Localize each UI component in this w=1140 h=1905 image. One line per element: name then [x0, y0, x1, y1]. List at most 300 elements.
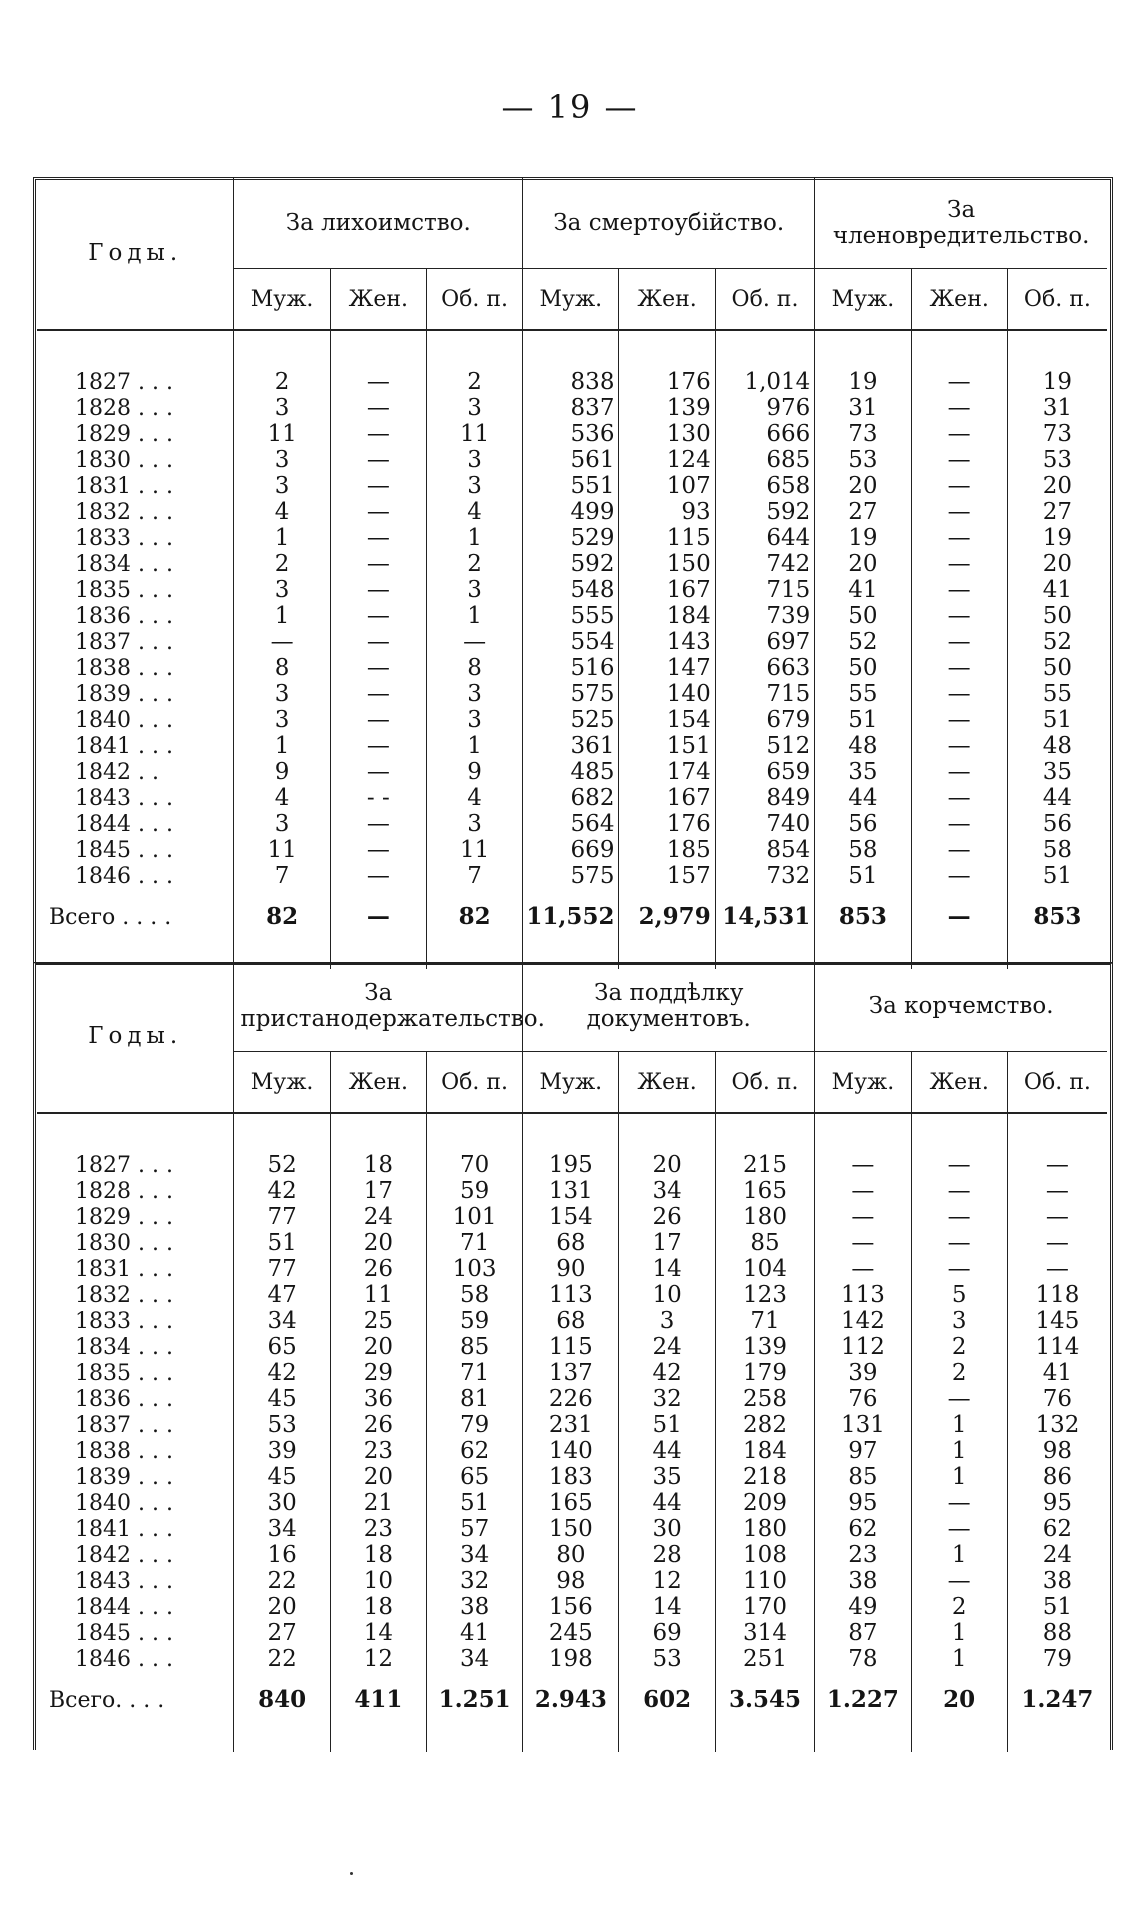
table-cell: 71: [715, 1308, 815, 1334]
sub-header: Муж.: [234, 1052, 330, 1114]
table-cell: 34: [426, 1646, 522, 1672]
table-cell: —: [1007, 1204, 1107, 1230]
table-cell: 53: [234, 1412, 330, 1438]
table-row: [37, 655, 1107, 681]
table-cell: 174: [619, 759, 715, 785]
total-cell: 1.227: [815, 1672, 911, 1728]
total-cell: 840: [234, 1672, 330, 1728]
table-cell: 20: [1007, 473, 1107, 499]
year-label: 1837 . . .: [75, 1412, 173, 1438]
table-cell: 19: [815, 369, 911, 395]
table-cell: 27: [1007, 499, 1107, 525]
group-header-illicit-liquor: За корчемство.: [815, 960, 1107, 1052]
table-row: [37, 1230, 1107, 1256]
table-cell: 115: [523, 1334, 619, 1360]
table-cell: 185: [619, 837, 715, 863]
table-row: [37, 395, 1107, 421]
sub-header: Муж.: [523, 1052, 619, 1114]
sub-header: Муж.: [815, 269, 911, 331]
table-row: [37, 1516, 1107, 1542]
year-label: 1838 . . .: [75, 1438, 173, 1464]
table-cell: —: [911, 811, 1007, 837]
table-cell: 11: [330, 1282, 426, 1308]
spacer-cell: [715, 330, 815, 369]
year-label: 1844 . . .: [75, 1594, 173, 1620]
table-row: [37, 369, 1107, 395]
group-header-forgery: За поддѣлку документовъ.: [523, 960, 815, 1052]
table-cell: 39: [815, 1360, 911, 1386]
year-label: 1842 . . .: [75, 1542, 173, 1568]
table-cell: —: [330, 837, 426, 863]
table-cell: 209: [715, 1490, 815, 1516]
table-cell: 142: [815, 1308, 911, 1334]
year-label: 1845 . . .: [75, 1620, 173, 1646]
total-cell: 82: [426, 889, 522, 945]
table-cell: 97: [815, 1438, 911, 1464]
table-cell: 245: [523, 1620, 619, 1646]
table-cell: 26: [330, 1256, 426, 1282]
table-cell: —: [911, 733, 1007, 759]
spacer-cell: [37, 330, 234, 369]
total-label: Всего . . . .: [49, 904, 172, 930]
table-cell: 22: [234, 1568, 330, 1594]
table-cell: 167: [619, 577, 715, 603]
table-cell: 4: [234, 785, 330, 811]
year-label: 1831 . . .: [75, 473, 173, 499]
spacer-cell: [523, 1113, 619, 1152]
sub-header: Жен.: [911, 269, 1007, 331]
table-cell: 1: [911, 1464, 1007, 1490]
table-cell: 2: [234, 369, 330, 395]
table-cell: 93: [619, 499, 715, 525]
table-cell: —: [815, 1178, 911, 1204]
table-cell: 27: [815, 499, 911, 525]
table-cell: 548: [523, 577, 619, 603]
table-cell: 98: [523, 1568, 619, 1594]
table-cell: 198: [523, 1646, 619, 1672]
table-cell: 85: [426, 1334, 522, 1360]
table-cell: 21: [330, 1490, 426, 1516]
table-row: [37, 707, 1107, 733]
table-cell: 79: [426, 1412, 522, 1438]
table-cell: 73: [1007, 421, 1107, 447]
total-cell: 602: [619, 1672, 715, 1728]
table-cell: 145: [1007, 1308, 1107, 1334]
table-cell: —: [911, 603, 1007, 629]
table-cell: 575: [523, 863, 619, 889]
table-cell: 2: [426, 369, 522, 395]
table-row: [37, 1646, 1107, 1672]
spacer-cell: [619, 1113, 715, 1152]
year-label: 1830 . . .: [75, 1230, 173, 1256]
year-label: 1829 . . .: [75, 421, 173, 447]
table-cell: 3: [426, 447, 522, 473]
spacer-cell: [234, 330, 330, 369]
table-cell: 151: [619, 733, 715, 759]
table-cell: 251: [715, 1646, 815, 1672]
spacer-cell: [523, 330, 619, 369]
table-cell: 143: [619, 629, 715, 655]
table-cell: —: [911, 1178, 1007, 1204]
spacer-cell: [619, 330, 715, 369]
table-cell: —: [911, 629, 1007, 655]
table-cell: 108: [715, 1542, 815, 1568]
table-row: [37, 603, 1107, 629]
table-cell: 215: [715, 1152, 815, 1178]
table-cell: 742: [715, 551, 815, 577]
table-cell: —: [234, 629, 330, 655]
table-cell: 23: [815, 1542, 911, 1568]
total-cell: 853: [815, 889, 911, 945]
table-row: [37, 1542, 1107, 1568]
table-row: [37, 1386, 1107, 1412]
table-cell: 58: [426, 1282, 522, 1308]
table-cell: 132: [1007, 1412, 1107, 1438]
table-cell: 113: [523, 1282, 619, 1308]
table-cell: 25: [330, 1308, 426, 1334]
tail-cell: [426, 1728, 522, 1752]
table-cell: —: [911, 1516, 1007, 1542]
sub-header: Жен.: [619, 1052, 715, 1114]
table-cell: 62: [426, 1438, 522, 1464]
table-cell: —: [911, 1204, 1007, 1230]
table-cell: 39: [234, 1438, 330, 1464]
table-cell: 258: [715, 1386, 815, 1412]
tail-cell: [911, 1728, 1007, 1752]
table-cell: 41: [815, 577, 911, 603]
spacer-cell: [37, 1113, 234, 1152]
tail-cell: [234, 1728, 330, 1752]
table-cell: 58: [815, 837, 911, 863]
tail-cell: [330, 1728, 426, 1752]
table-cell: 44: [619, 1438, 715, 1464]
sub-header: Об. п.: [1007, 1052, 1107, 1114]
table-row: [37, 863, 1107, 889]
table-cell: 2: [911, 1334, 1007, 1360]
table-cell: 18: [330, 1542, 426, 1568]
table-cell: 2: [911, 1594, 1007, 1620]
year-label: 1831 . . .: [75, 1256, 173, 1282]
table-cell: 554: [523, 629, 619, 655]
table-cell: —: [1007, 1256, 1107, 1282]
table-cell: 1: [911, 1438, 1007, 1464]
table-cell: 130: [619, 421, 715, 447]
table-cell: —: [911, 1568, 1007, 1594]
table-row: [37, 421, 1107, 447]
table-cell: —: [330, 759, 426, 785]
table-cell: 51: [1007, 1594, 1107, 1620]
table-cell: 17: [330, 1178, 426, 1204]
table-cell: 86: [1007, 1464, 1107, 1490]
table-row: [37, 1412, 1107, 1438]
table-cell: —: [330, 811, 426, 837]
table-row: [37, 1282, 1107, 1308]
spacer-cell: [330, 330, 426, 369]
crime-table-1: [37, 177, 1107, 969]
table-cell: 81: [426, 1386, 522, 1412]
total-cell: —: [911, 889, 1007, 945]
total-cell: 2.943: [523, 1672, 619, 1728]
table-cell: 231: [523, 1412, 619, 1438]
spacer-cell: [426, 330, 522, 369]
spacer-cell: [715, 1113, 815, 1152]
table-cell: 644: [715, 525, 815, 551]
table-cell: 525: [523, 707, 619, 733]
spacer-cell: [911, 330, 1007, 369]
year-label: 1843 . . .: [75, 1568, 173, 1594]
table-cell: 123: [715, 1282, 815, 1308]
table-cell: 20: [234, 1594, 330, 1620]
table-cell: 1: [234, 603, 330, 629]
table-cell: 71: [426, 1230, 522, 1256]
table-cell: 48: [1007, 733, 1107, 759]
table-row: [37, 1438, 1107, 1464]
tail-cell: [1007, 1728, 1107, 1752]
year-label: 1833 . . .: [75, 1308, 173, 1334]
table-cell: 732: [715, 863, 815, 889]
table-row: [37, 1256, 1107, 1282]
total-cell: 11,552: [523, 889, 619, 945]
group-header-bribery: За лихоимство.: [234, 177, 523, 269]
table-cell: 51: [426, 1490, 522, 1516]
table-cell: 50: [815, 655, 911, 681]
year-label: 1829 . . .: [75, 1204, 173, 1230]
table-cell: 51: [815, 863, 911, 889]
total-cell: —: [330, 889, 426, 945]
table-cell: 45: [234, 1386, 330, 1412]
year-column-header: Годы.: [37, 960, 234, 1113]
spacer-cell: [330, 1113, 426, 1152]
table-cell: 41: [426, 1620, 522, 1646]
table-cell: 11: [426, 421, 522, 447]
table-cell: 20: [330, 1230, 426, 1256]
table-cell: 50: [815, 603, 911, 629]
table-cell: —: [330, 577, 426, 603]
table-cell: 41: [1007, 1360, 1107, 1386]
table-cell: 38: [1007, 1568, 1107, 1594]
table-cell: 70: [426, 1152, 522, 1178]
table-cell: 154: [619, 707, 715, 733]
table-cell: —: [1007, 1152, 1107, 1178]
table-cell: 19: [815, 525, 911, 551]
year-label: 1836 . . .: [75, 1386, 173, 1412]
table-cell: —: [911, 551, 1007, 577]
tail-cell: [523, 1728, 619, 1752]
table-cell: 9: [234, 759, 330, 785]
year-label: 1833 . . .: [75, 525, 173, 551]
table-cell: 85: [715, 1230, 815, 1256]
table-cell: 529: [523, 525, 619, 551]
table-cell: 2: [234, 551, 330, 577]
table-cell: 44: [1007, 785, 1107, 811]
table-cell: 150: [619, 551, 715, 577]
table-cell: —: [911, 837, 1007, 863]
year-label: 1835 . . .: [75, 577, 173, 603]
table-cell: 682: [523, 785, 619, 811]
table-cell: 512: [715, 733, 815, 759]
table-cell: 3: [426, 681, 522, 707]
table-cell: 88: [1007, 1620, 1107, 1646]
table-row: [37, 577, 1107, 603]
table-cell: 2: [911, 1360, 1007, 1386]
table-cell: —: [330, 863, 426, 889]
table-cell: —: [911, 759, 1007, 785]
table-cell: 85: [815, 1464, 911, 1490]
total-cell: 3.545: [715, 1672, 815, 1728]
table-cell: 575: [523, 681, 619, 707]
table-cell: 68: [523, 1230, 619, 1256]
table-cell: 20: [330, 1334, 426, 1360]
table-cell: 165: [715, 1178, 815, 1204]
table-cell: 110: [715, 1568, 815, 1594]
table-row: [37, 1464, 1107, 1490]
year-label: 1846 . . .: [75, 863, 173, 889]
table-cell: 31: [1007, 395, 1107, 421]
table-cell: 555: [523, 603, 619, 629]
table-cell: 16: [234, 1542, 330, 1568]
table-cell: 44: [815, 785, 911, 811]
year-label: 1830 . . .: [75, 447, 173, 473]
table-cell: 34: [234, 1516, 330, 1542]
table-cell: 30: [619, 1516, 715, 1542]
year-label: 1843 . . .: [75, 785, 173, 811]
group-header-murder: За смертоубійство.: [523, 177, 815, 269]
table-cell: 53: [619, 1646, 715, 1672]
table-cell: 24: [619, 1334, 715, 1360]
table-cell: 112: [815, 1334, 911, 1360]
table-cell: 27: [234, 1620, 330, 1646]
table-cell: 179: [715, 1360, 815, 1386]
table-cell: 35: [815, 759, 911, 785]
table-cell: 7: [234, 863, 330, 889]
table-cell: 51: [234, 1230, 330, 1256]
table-cell: 11: [234, 421, 330, 447]
table-cell: 659: [715, 759, 815, 785]
table-cell: —: [815, 1230, 911, 1256]
table-row: [37, 1568, 1107, 1594]
year-label: 1844 . . .: [75, 811, 173, 837]
sub-header: Жен.: [330, 269, 426, 331]
table-cell: 38: [815, 1568, 911, 1594]
table-cell: 26: [619, 1204, 715, 1230]
table-cell: 140: [523, 1438, 619, 1464]
spacer-cell: [911, 1113, 1007, 1152]
table-row: [37, 759, 1107, 785]
table-cell: 58: [1007, 837, 1107, 863]
table-cell: 11: [234, 837, 330, 863]
total-row: [37, 889, 1107, 945]
table-cell: —: [911, 369, 1007, 395]
table-cell: 536: [523, 421, 619, 447]
table-cell: 1: [426, 525, 522, 551]
table-cell: 183: [523, 1464, 619, 1490]
table-cell: —: [330, 655, 426, 681]
table-cell: —: [911, 785, 1007, 811]
total-cell: 853: [1007, 889, 1107, 945]
table-cell: 59: [426, 1178, 522, 1204]
table-cell: 2: [426, 551, 522, 577]
table-cell: 24: [1007, 1542, 1107, 1568]
table-cell: 87: [815, 1620, 911, 1646]
table-row: [37, 525, 1107, 551]
table-cell: 30: [234, 1490, 330, 1516]
table-cell: 73: [815, 421, 911, 447]
table-row: [37, 837, 1107, 863]
table-row: [37, 473, 1107, 499]
table-cell: 20: [619, 1152, 715, 1178]
table-cell: 18: [330, 1152, 426, 1178]
table-row: [37, 551, 1107, 577]
table-cell: 131: [815, 1412, 911, 1438]
table-cell: 19: [1007, 525, 1107, 551]
table-cell: 838: [523, 369, 619, 395]
year-label: 1834 . . .: [75, 551, 173, 577]
table-cell: 35: [1007, 759, 1107, 785]
table-cell: 24: [330, 1204, 426, 1230]
table-cell: 77: [234, 1204, 330, 1230]
table-cell: 739: [715, 603, 815, 629]
table-cell: 98: [1007, 1438, 1107, 1464]
table-cell: 170: [715, 1594, 815, 1620]
table-cell: —: [426, 629, 522, 655]
table-cell: 59: [426, 1308, 522, 1334]
table-cell: 118: [1007, 1282, 1107, 1308]
table-cell: 4: [234, 499, 330, 525]
table-cell: 107: [619, 473, 715, 499]
table-cell: 42: [234, 1360, 330, 1386]
table-cell: 79: [1007, 1646, 1107, 1672]
table-cell: 12: [619, 1568, 715, 1594]
year-label: 1842 . .: [75, 759, 159, 785]
table-cell: 114: [1007, 1334, 1107, 1360]
total-cell: 14,531: [715, 889, 815, 945]
year-label: 1832 . . .: [75, 1282, 173, 1308]
table-cell: 34: [234, 1308, 330, 1334]
year-label: 1828 . . .: [75, 395, 173, 421]
table-cell: 47: [234, 1282, 330, 1308]
tail-cell: [815, 1728, 911, 1752]
table-cell: 26: [330, 1412, 426, 1438]
table-cell: 4: [426, 499, 522, 525]
table-row: [37, 499, 1107, 525]
year-label: 1841 . . .: [75, 733, 173, 759]
table-cell: 157: [619, 863, 715, 889]
table-row: [37, 1620, 1107, 1646]
table-cell: —: [330, 629, 426, 655]
table-cell: 3: [426, 707, 522, 733]
table-cell: —: [330, 421, 426, 447]
table-cell: 95: [1007, 1490, 1107, 1516]
table-cell: 561: [523, 447, 619, 473]
table-cell: 976: [715, 395, 815, 421]
table-cell: 44: [619, 1490, 715, 1516]
table-cell: 32: [426, 1568, 522, 1594]
sub-header: Об. п.: [426, 269, 522, 331]
table-cell: 48: [815, 733, 911, 759]
table-cell: 685: [715, 447, 815, 473]
sub-header: Об. п.: [426, 1052, 522, 1114]
table-cell: 57: [426, 1516, 522, 1542]
table-cell: 131: [523, 1178, 619, 1204]
table-cell: —: [330, 395, 426, 421]
table-cell: 3: [234, 447, 330, 473]
total-cell: 1.251: [426, 1672, 522, 1728]
table-cell: 62: [1007, 1516, 1107, 1542]
table-row: [37, 1152, 1107, 1178]
table-cell: 184: [619, 603, 715, 629]
table-cell: 31: [815, 395, 911, 421]
table-cell: 62: [815, 1516, 911, 1542]
